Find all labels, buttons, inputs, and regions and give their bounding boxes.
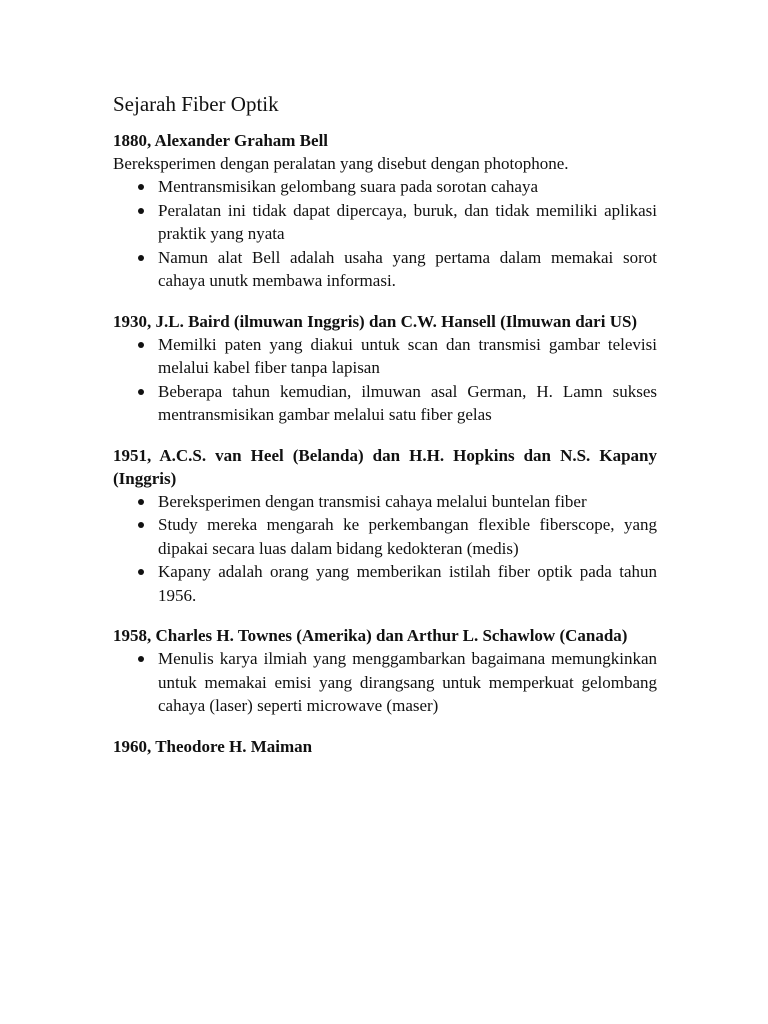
bullet-text: Study mereka mengarah ke perkembangan flexible fiberscope, yang dipakai secara luas dalam bidang kedokteran (medis)	[158, 515, 657, 558]
bullet-icon	[138, 499, 144, 505]
bullet-icon	[138, 208, 144, 214]
section-1958	[113, 624, 657, 718]
bullet-icon	[138, 184, 144, 190]
bullet-list	[113, 490, 657, 608]
section-1930	[113, 310, 657, 427]
bullet-text: Bereksperimen dengan transmisi cahaya melalui buntelan fiber	[158, 491, 587, 511]
bullet-icon	[138, 255, 144, 261]
bullet-item	[113, 199, 657, 246]
section-heading: 1930, J.L. Baird (ilmuwan Inggris) dan C.W. Hansell (Ilmuwan dari US)	[113, 311, 638, 331]
section-heading: 1951, A.C.S. van Heel (Belanda) dan H.H. Hopkins dan N.S. Kapany (Inggris)	[113, 445, 657, 488]
bullet-item	[113, 246, 657, 293]
bullet-item	[113, 647, 657, 718]
bullet-item	[113, 490, 657, 514]
bullet-item	[113, 380, 657, 427]
bullet-icon	[138, 656, 144, 662]
bullet-item	[113, 333, 657, 380]
bullet-text: Memilki paten yang diakui untuk scan dan transmisi gambar televisi melalui kabel fiber tanpa lapisan	[158, 334, 657, 377]
bullet-text: Beberapa tahun kemudian, ilmuwan asal German, H. Lamn sukses mentransmisikan gambar melalui satu fiber gelas	[158, 381, 657, 424]
bullet-list	[113, 333, 657, 427]
bullet-list	[113, 175, 657, 293]
bullet-icon	[138, 389, 144, 395]
bullet-text: Menulis karya ilmiah yang menggambarkan bagaimana memungkinkan untuk memakai emisi yang dirangsang untuk memperkuat gelombang cahaya (laser) seperti microwave (maser)	[158, 649, 657, 715]
section-intro: Bereksperimen dengan peralatan yang disebut dengan photophone.	[113, 154, 569, 173]
bullet-item	[113, 513, 657, 560]
section-heading: 1958, Charles H. Townes (Amerika) dan Arthur L. Schawlow (Canada)	[113, 626, 628, 645]
bullet-icon	[138, 342, 144, 348]
section-1960	[113, 735, 657, 758]
section-1880	[113, 129, 657, 293]
bullet-text: Mentransmisikan gelombang suara pada sorotan cahaya	[158, 177, 539, 196]
bullet-item	[113, 175, 657, 199]
section-heading: 1960, Theodore H. Maiman	[113, 736, 313, 756]
bullet-item	[113, 560, 657, 607]
document-page	[113, 90, 657, 775]
section-heading: 1880, Alexander Graham Bell	[113, 131, 329, 150]
bullet-text: Kapany adalah orang yang memberikan istilah fiber optik pada tahun 1956.	[158, 562, 657, 605]
bullet-icon	[138, 569, 144, 575]
document-title: Sejarah Fiber Optik	[113, 92, 279, 116]
bullet-icon	[138, 522, 144, 528]
section-1951	[113, 444, 657, 608]
bullet-list	[113, 647, 657, 718]
bullet-text: Peralatan ini tidak dapat dipercaya, buruk, dan tidak memiliki aplikasi praktik yang nyata	[158, 200, 657, 243]
bullet-text: Namun alat Bell adalah usaha yang pertama dalam memakai sorot cahaya unutk membawa informasi.	[158, 247, 657, 290]
